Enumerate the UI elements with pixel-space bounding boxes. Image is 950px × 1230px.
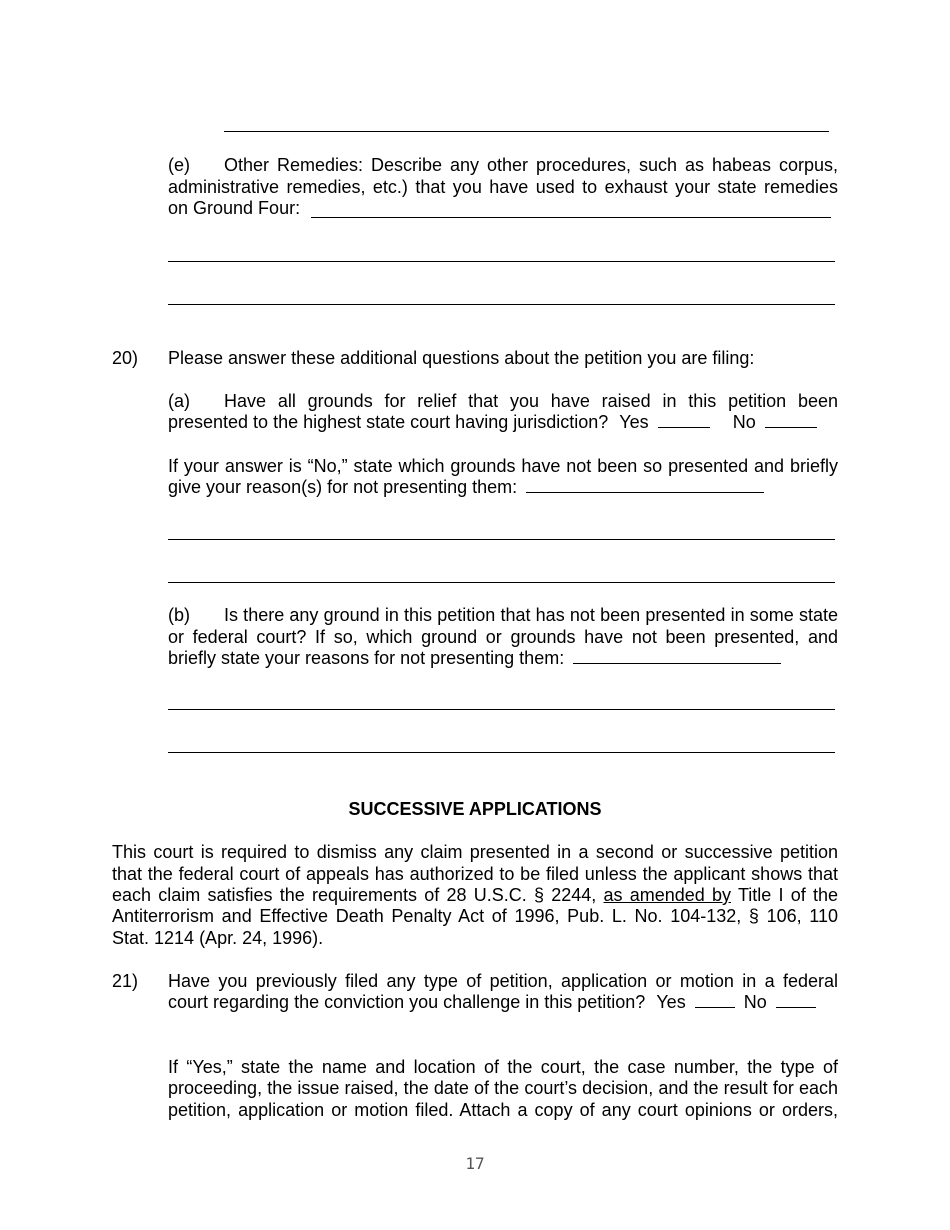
q20b-answer-line[interactable] xyxy=(168,709,835,710)
item-e-label: (e) xyxy=(168,155,190,175)
q21-no-label: No xyxy=(743,992,767,1012)
q21-number: 21) xyxy=(112,971,139,991)
q20a-question: presented to the highest state court having jurisdiction? xyxy=(168,412,609,432)
successive-line1: This court is required to dismiss any claim presented in a second or successive petition xyxy=(112,842,838,862)
q20a-yes-field[interactable] xyxy=(658,413,710,428)
successive-line3-end: Title I of the xyxy=(737,885,838,905)
q20b-text-line3 xyxy=(168,648,781,670)
successive-line3 xyxy=(112,885,838,907)
q21-text-line2 xyxy=(168,992,816,1014)
item-e-text-line3 xyxy=(168,198,300,220)
q21-yes-field[interactable] xyxy=(695,993,735,1008)
q21-followup-line1: If “Yes,” state the name and location of the court, the case number, the type of xyxy=(168,1057,838,1077)
q20-intro: Please answer these additional questions about the petition you are filing: xyxy=(168,348,755,368)
q21-no-field[interactable] xyxy=(776,993,816,1008)
successive-line4: Antiterrorism and Effective Death Penalty Act of 1996, Pub. L. No. 104-132, § 106, 110 xyxy=(112,906,838,926)
q21-yes-label: Yes xyxy=(656,992,686,1012)
q20a-label: (a) xyxy=(168,391,190,411)
q20b-text-line1: Is there any ground in this petition that has not been presented in some state xyxy=(224,605,838,625)
successive-line5: Stat. 1214 (Apr. 24, 1996). xyxy=(112,928,324,948)
q20a-text-line2 xyxy=(168,412,817,434)
q20a-answer-line[interactable] xyxy=(168,539,835,540)
as-amended-by: as amended by xyxy=(603,885,732,905)
q20a-followup-line1: If your answer is “No,” state which grounds have not been so presented and briefly xyxy=(168,456,838,476)
q20b-label: (b) xyxy=(168,605,190,625)
q20a-no-label: No xyxy=(732,412,756,432)
successive-line3-start: each claim satisfies the requirements of 28 U.S.C. § 2244, xyxy=(112,885,597,905)
q20a-followup-line2 xyxy=(168,477,764,499)
item-e-line3-label: on Ground Four: xyxy=(168,198,301,218)
successive-line2: that the federal court of appeals has authorized to be filed unless the applicant shows that xyxy=(112,864,838,884)
q20a-followup-text: give your reason(s) for not presenting them: xyxy=(168,477,518,497)
item-e-text-line2: administrative remedies, etc.) that you have used to exhaust your state remedies xyxy=(168,177,838,197)
page-number: 17 xyxy=(465,1154,485,1173)
q20a-text-line1: Have all grounds for relief that you have raised in this petition been xyxy=(224,391,838,411)
q21-followup-line2: proceeding, the issue raised, the date of the court’s decision, and the result for each xyxy=(168,1078,838,1098)
item-e-text-line1: Other Remedies: Describe any other procedures, such as habeas corpus, xyxy=(224,155,838,175)
q20a-yes-label: Yes xyxy=(619,412,649,432)
section-heading: SUCCESSIVE APPLICATIONS xyxy=(348,799,602,819)
q20b-question: briefly state your reasons for not presenting them: xyxy=(168,648,565,668)
q20b-answer-line[interactable] xyxy=(168,752,835,753)
q20a-answer-line[interactable] xyxy=(168,582,835,583)
q20b-text-line2: or federal court? If so, which ground or grounds have not been presented, and xyxy=(168,627,838,647)
q21-question: court regarding the conviction you challenge in this petition? xyxy=(168,992,646,1012)
q21-followup-line3: petition, application or motion filed. Attach a copy of any court opinions or orders, xyxy=(168,1100,838,1120)
q20-number: 20) xyxy=(112,348,139,368)
q20b-field[interactable] xyxy=(573,649,781,664)
q20a-no-field[interactable] xyxy=(765,413,817,428)
answer-line[interactable] xyxy=(224,131,829,132)
item-e-answer-line[interactable] xyxy=(168,261,835,262)
item-e-answer-line-inline[interactable] xyxy=(311,217,831,218)
q21-text-line1: Have you previously filed any type of petition, application or motion in a federal xyxy=(168,971,838,991)
q20a-followup-field[interactable] xyxy=(526,478,764,493)
item-e-answer-line[interactable] xyxy=(168,304,835,305)
